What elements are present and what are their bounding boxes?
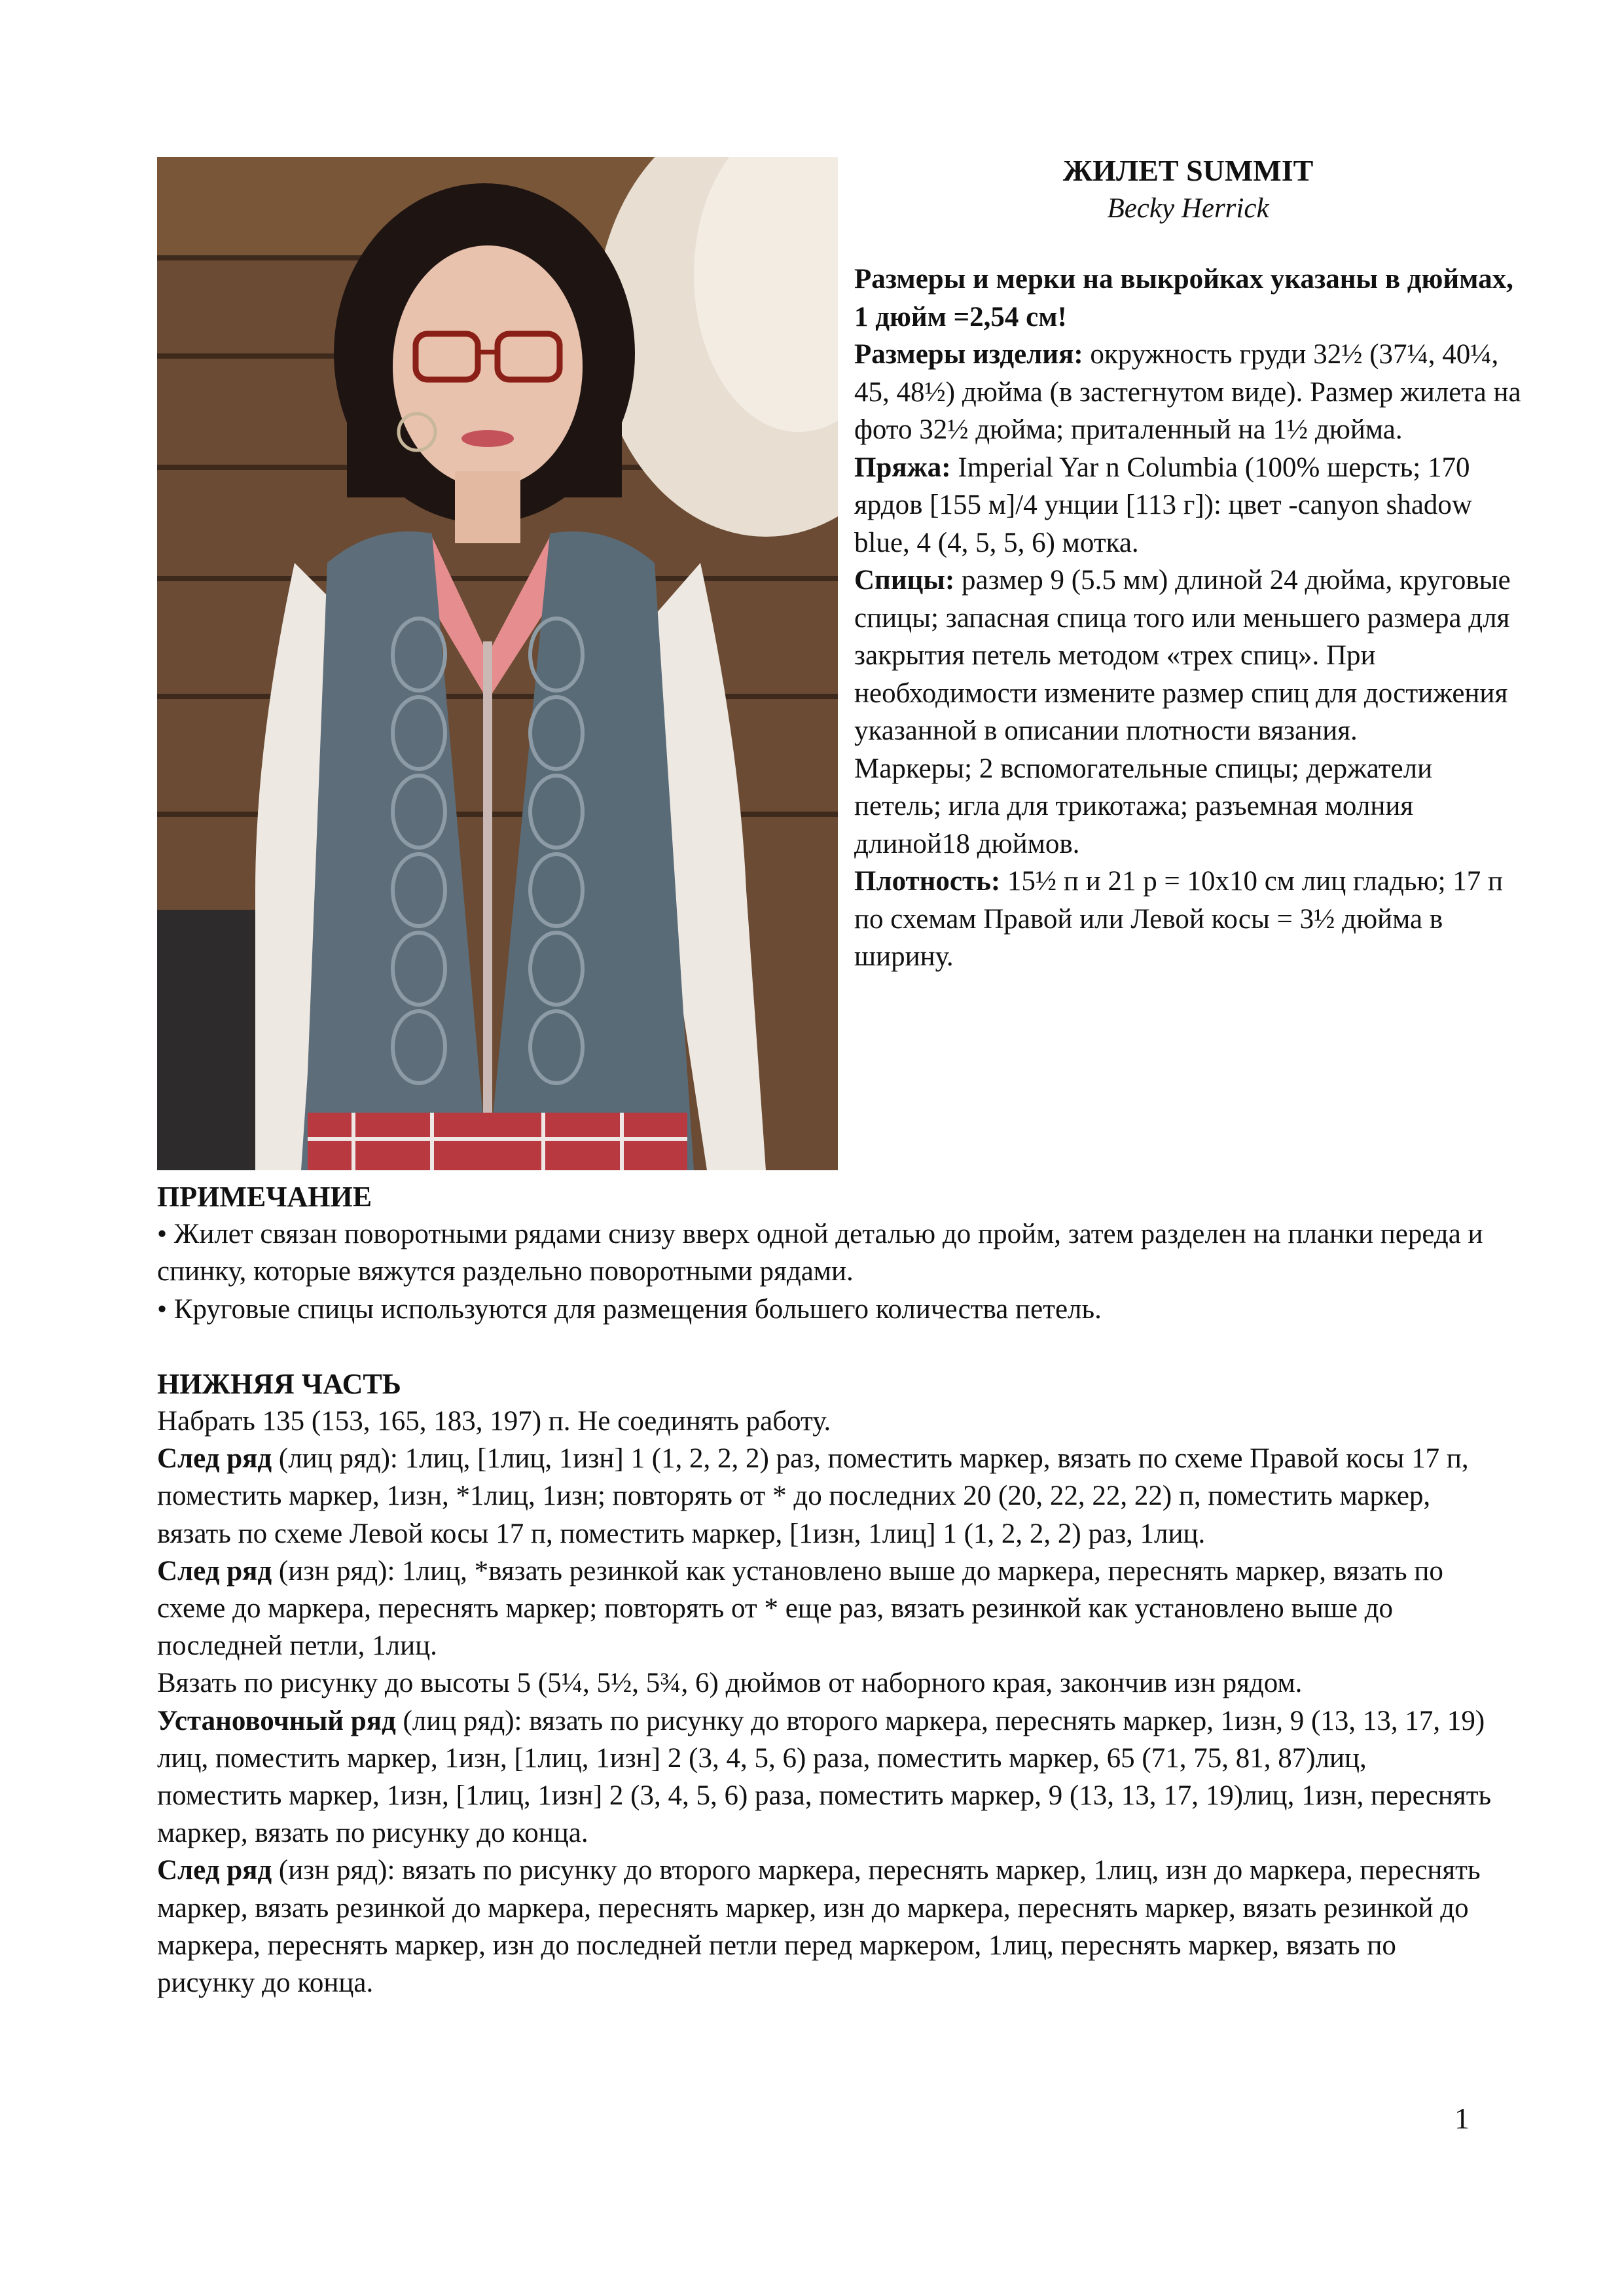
yarn-paragraph [854, 449, 1522, 562]
note-item: • Круговые спицы используются для размещения большего количества петель. [157, 1293, 1102, 1325]
yarn-label: Пряжа: [854, 452, 951, 483]
vest-photo-illustration [157, 157, 838, 1170]
row-instruction [157, 1852, 1492, 2001]
units-note: Размеры и мерки на выкройках указаны в дюймах, 1 дюйм =2,54 см! [854, 264, 1513, 332]
gauge-paragraph [854, 863, 1522, 976]
note-item: • Жилет связан поворотными рядами снизу вверх одной деталью до пройм, затем разделен на планки переда и спинку, которые вяжутся раздельно поворотными рядами. [157, 1219, 1483, 1287]
row-label: След ряд [157, 1555, 272, 1587]
row-instruction [157, 1552, 1492, 1665]
pattern-author: Becky Herrick [1107, 193, 1269, 224]
page-number: 1 [1454, 2102, 1470, 2135]
needles-paragraph [854, 562, 1522, 750]
setup-row-text: (лиц ряд): вязать по рисунку до второго маркера, переснять маркер, 1изн, 9 (13, 13, 17, 19) лиц, поместить маркер, 1изн, [1лиц, 1изн] 2 (3, 4, 5, 6) раза, поместить маркер, 65 (71, 75, 81, 87)лиц, поместить маркер, 1изн, [1лиц, 1изн] 2 (3, 4, 5, 6) раза, поместить маркер, 9 (13, 13, 17, 19)лиц, 1изн, переснять маркер, вязать по рисунку до конца. [157, 1705, 1492, 1849]
yarn-text: Imperial Yar n Columbia (100% шерсть; 170 ярдов [155 м]/4 унции [113 г]): цвет -canyon shadow blue, 4 (4, 5, 5, 6) мотка. [854, 452, 1472, 558]
needles-label: Спицы: [854, 565, 955, 596]
notions-paragraph: Маркеры; 2 вспомогательные спицы; держатели петель; игла для трикотажа; разъемная молния длиной18 дюймов. [854, 753, 1433, 859]
setup-row-instruction [157, 1702, 1492, 1852]
work-pattern-text: Вязать по рисунку до высоты 5 (5¼, 5½, 5¾, 6) дюймов от наборного края, закончив изн рядом. [157, 1668, 1303, 1699]
section-gap [157, 1328, 1492, 1365]
row-label: След ряд [157, 1855, 272, 1886]
needles-text: размер 9 (5.5 мм) длиной 24 дюйма, круговые спицы; запасная спица того или меньшего размера для закрытия петель методом «трех спиц». При необходимости измените размер спиц для достижения указанной в описании плотности вязания. [854, 565, 1511, 746]
row-text: (изн ряд): вязать по рисунку до второго маркера, переснять маркер, 1лиц, изн до маркера, переснять маркер, вязать резинкой до маркера, переснять маркер, изн до маркера, переснять маркер, вязать резинкой до маркера, переснять маркер, изн до последней петли перед маркером, 1лиц, переснять маркер, вязать по рисунку до конца. [157, 1855, 1481, 1999]
setup-row-label: Установочный ряд [157, 1705, 396, 1736]
row-label: След ряд [157, 1443, 272, 1475]
lower-part-heading: НИЖНЯЯ ЧАСТЬ [157, 1367, 401, 1400]
note-heading: ПРИМЕЧАНИЕ [157, 1181, 372, 1213]
instructions-body [157, 1178, 1492, 2001]
specs-column [854, 152, 1522, 976]
row-text: (лиц ряд): 1лиц, [1лиц, 1изн] 1 (1, 2, 2, 2) раз, поместить маркер, вязать по схеме Правой косы 17 п, поместить маркер, 1изн, *1лиц, 1изн; повторять от * до последних 20 (20, 22, 22, 22) п, поместить маркер, вязать по схеме Левой косы 17 п, поместить маркер, [1изн, 1лиц] 1 (1, 2, 2, 2) раз, 1лиц. [157, 1443, 1469, 1549]
gauge-text: 15½ п и 21 р = 10х10 см лиц гладью; 17 п по схемам Правой или Левой косы = 3½ дюйма в ширину. [854, 866, 1504, 972]
sizes-text: окружность груди 32½ (37¼, 40¼, 45, 48½) дюйма (в застегнутом виде). Размер жилета на фото 32½ дюйма; приталенный на 1½ дюйма. [854, 339, 1521, 445]
sizes-label: Размеры изделия: [854, 339, 1083, 370]
cast-on-text: Набрать 135 (153, 165, 183, 197) п. Не соединять работу. [157, 1406, 831, 1437]
pattern-title: ЖИЛЕТ SUMMIT [1062, 154, 1314, 187]
gauge-label: Плотность: [854, 866, 1001, 897]
product-photo [157, 157, 838, 1170]
row-text: (изн ряд): 1лиц, *вязать резинкой как установлено выше до маркера, переснять маркер, вязать по схеме до маркера, переснять маркер; повторять от * еще раз, вязать резинкой как установлено выше до последней петли, 1лиц. [157, 1555, 1443, 1662]
row-instruction [157, 1440, 1492, 1552]
sizes-paragraph [854, 336, 1522, 449]
